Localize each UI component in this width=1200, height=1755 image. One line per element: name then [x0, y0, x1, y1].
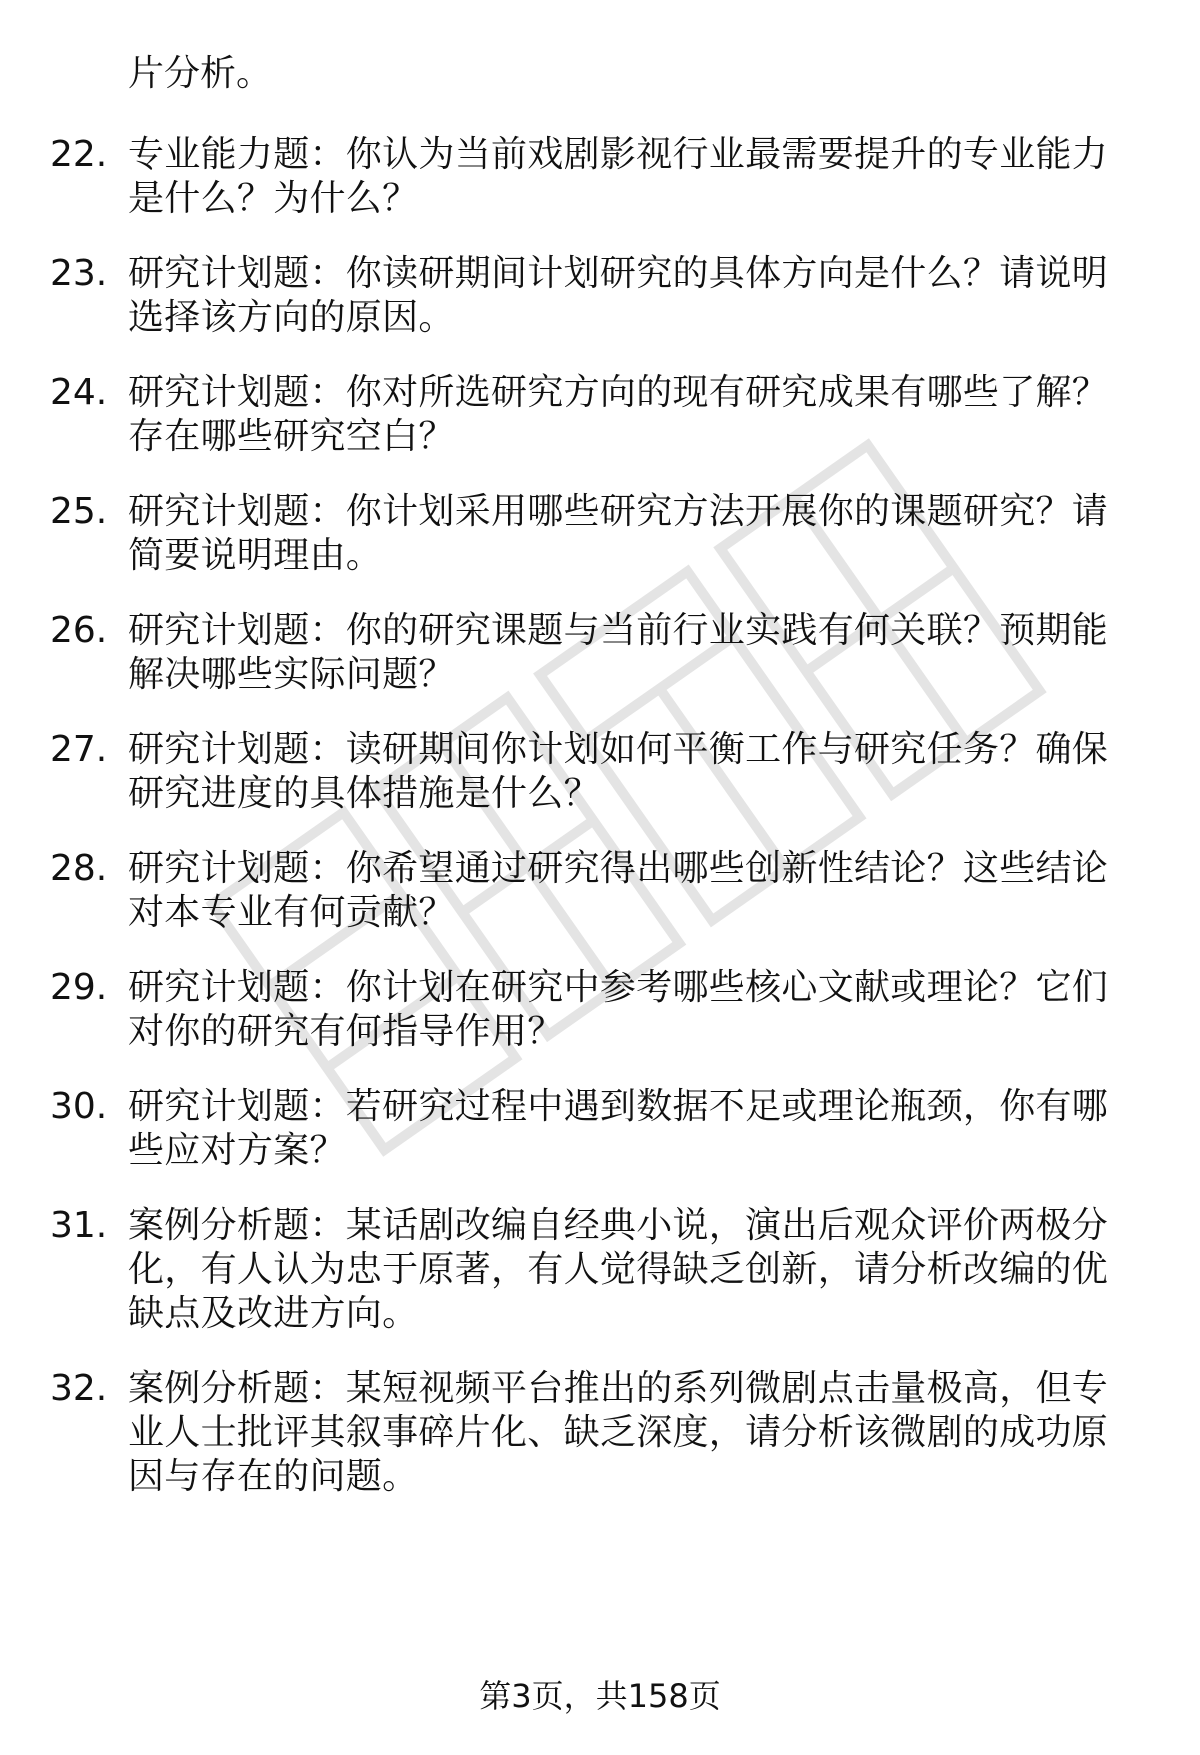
question-number: 27.	[50, 729, 108, 770]
question-number: 24.	[50, 372, 108, 413]
page-footer: 第3页，共158页	[479, 1677, 721, 1715]
question-number: 28.	[50, 848, 108, 889]
question-number: 25.	[50, 491, 108, 532]
question-text: 研究计划题：你对所选研究方向的现有研究成果有哪些了解？存在哪些研究空白？	[128, 372, 1109, 457]
question-number: 22.	[50, 134, 108, 175]
question-number: 31.	[50, 1205, 108, 1246]
question-text: 研究计划题：你计划在研究中参考哪些核心文献或理论？它们对你的研究有何指导作用？	[128, 967, 1109, 1052]
question-text: 研究计划题：你的研究课题与当前行业实践有何关联？预期能解决哪些实际问题？	[128, 610, 1109, 695]
question-number: 30.	[50, 1086, 108, 1127]
question-text: 专业能力题：你认为当前戏剧影视行业最需要提升的专业能力是什么？为什么？	[128, 134, 1109, 219]
question-text: 案例分析题：某话剧改编自经典小说，演出后观众评价两极分化，有人认为忠于原著，有人觉得缺乏创新，请分析改编的优缺点及改进方向。	[128, 1205, 1109, 1334]
question-number: 29.	[50, 967, 108, 1008]
question-text: 研究计划题：若研究过程中遇到数据不足或理论瓶颈，你有哪些应对方案？	[128, 1086, 1109, 1171]
question-text: 研究计划题：读研期间你计划如何平衡工作与研究任务？确保研究进度的具体措施是什么？	[128, 729, 1109, 814]
question-number: 26.	[50, 610, 108, 651]
question-text: 研究计划题：你读研期间计划研究的具体方向是什么？请说明选择该方向的原因。	[128, 253, 1109, 338]
question-text: 研究计划题：你希望通过研究得出哪些创新性结论？这些结论对本专业有何贡献？	[128, 848, 1109, 933]
question-text: 案例分析题：某短视频平台推出的系列微剧点击量极高，但专业人士批评其叙事碎片化、缺乏深度，请分析该微剧的成功原因与存在的问题。	[128, 1368, 1109, 1497]
continuation-text: 片分析。	[128, 53, 273, 94]
question-number: 23.	[50, 253, 108, 294]
question-text: 研究计划题：你计划采用哪些研究方法开展你的课题研究？请简要说明理由。	[128, 491, 1109, 576]
question-number: 32.	[50, 1368, 108, 1409]
